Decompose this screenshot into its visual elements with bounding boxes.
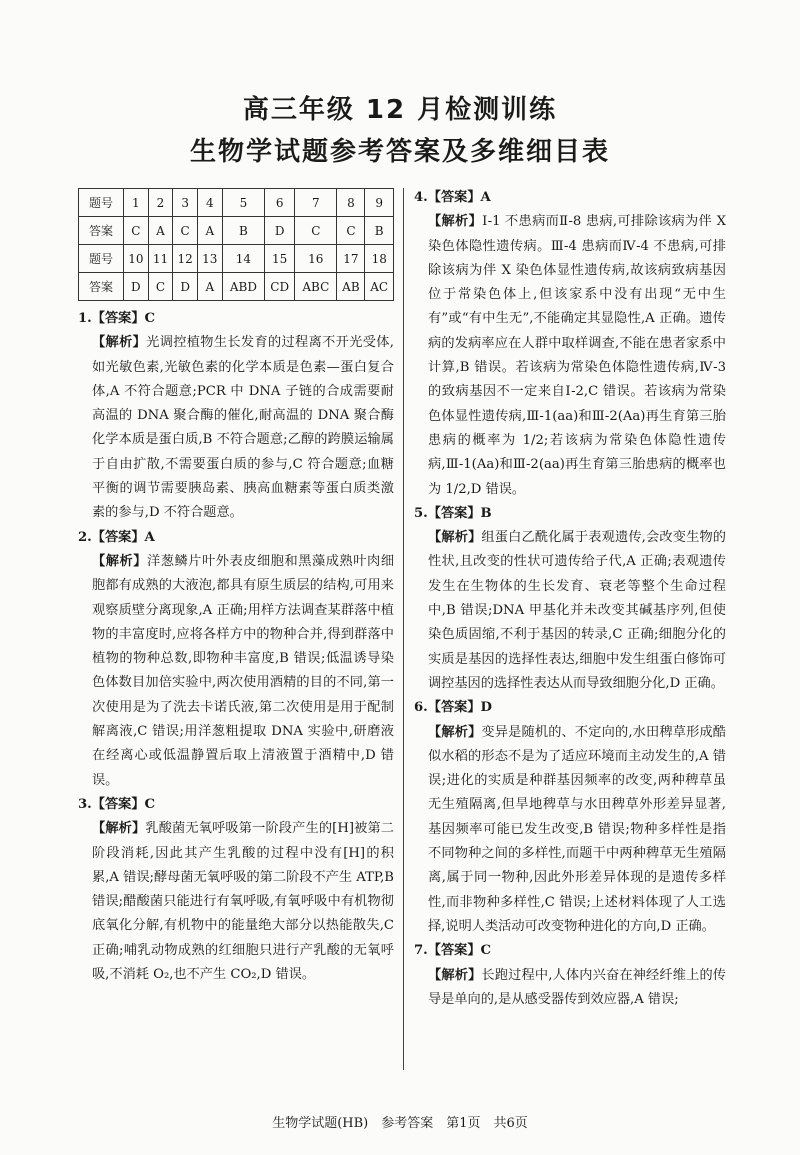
page-footer: 生物学试题(HB) 参考答案 第1页 共6页: [272, 1116, 528, 1131]
answer-value: C: [144, 311, 156, 326]
table-cell: CD: [265, 273, 295, 301]
question-number: 2.: [78, 529, 92, 545]
explanation-block: [78, 331, 394, 525]
question-item: [414, 696, 726, 939]
explanation-label: 【解析】: [92, 821, 146, 837]
right-question-list: [414, 186, 726, 1012]
answer-table: [78, 188, 394, 301]
table-cell: 13: [197, 245, 222, 273]
table-cell: D: [173, 273, 198, 301]
table-row: [79, 273, 394, 301]
page-title: 高三年级 12 月检测训练: [242, 95, 558, 125]
table-cell: 9: [365, 189, 394, 217]
answer-label: 【答案】: [427, 505, 481, 521]
answer-label: 【答案】: [91, 311, 145, 326]
question-item: [414, 186, 726, 502]
table-cell: A: [197, 217, 222, 245]
explanation-block: [78, 550, 394, 793]
table-cell: ABD: [222, 273, 265, 301]
table-cell: C: [337, 217, 365, 245]
table-cell: 11: [148, 245, 173, 273]
table-cell: D: [265, 217, 295, 245]
table-row: [79, 217, 394, 245]
table-cell: 12: [173, 245, 198, 273]
table-cell: ABC: [295, 273, 337, 301]
answer-label: 【答案】: [427, 190, 481, 205]
table-cell: 14: [222, 245, 265, 273]
question-number: 3.: [78, 796, 92, 812]
explanation-label: 【解析】: [428, 724, 482, 740]
answer-label: 【答案】: [427, 943, 481, 959]
question-number: 1.: [78, 311, 92, 326]
table-row: [79, 245, 394, 273]
table-cell: 10: [124, 245, 149, 273]
table-cell: 18: [365, 245, 394, 273]
explanation-label: 【解析】: [428, 530, 482, 546]
table-cell: AC: [365, 273, 394, 301]
answer-value: D: [480, 700, 492, 716]
question-item: [414, 939, 726, 1012]
explanation-block: [414, 210, 726, 502]
answer-value: A: [144, 529, 155, 545]
table-cell: 15: [265, 245, 295, 273]
question-answer-line: [78, 526, 394, 550]
table-cell: 2: [148, 189, 173, 217]
question-number: 7.: [414, 943, 428, 959]
explanation-text: Ⅰ-1 不患病而Ⅱ-8 患病,可排除该病为伴 X 染色体隐性遗传病。Ⅲ-4 患病而Ⅳ-4 不患病,可排除该病为伴 X 染色体显性遗传病,故该病致病基因位于常染色体上,但该家系中没有出现“无中生有”或“有中生无”,不能确定其显隐性,A 正确。遗传病的发病率应在人群中取样调查,不能在患者家系中计算,B 错误。若该病为常染色体隐性遗传病,Ⅳ-3 的致病基因不一定来自Ⅰ-2,C 错误。若该病为常染色体显性遗传病,Ⅲ-1(aa)和Ⅲ-2(Aa)再生育第三胎患病的概率为 1/2;若该病为常染色体隐性遗传病,Ⅲ-1(Aa)和Ⅲ-2(aa)再生育第三胎患病的概率也为 1/2,D 错误。: [428, 214, 726, 497]
answer-value: B: [480, 505, 492, 521]
question-answer-line: [78, 793, 394, 817]
explanation-label: 【解析】: [428, 967, 482, 983]
table-cell: 7: [295, 189, 337, 217]
table-cell: 6: [265, 189, 295, 217]
table-cell: 16: [295, 245, 337, 273]
left-column: [78, 188, 394, 987]
explanation-text: 光调控植物生长发育的过程离不开光受体,如光敏色素,光敏色素的化学本质是色素—蛋白复合体,A 不符合题意;PCR 中 DNA 子链的合成需要耐高温的 DNA 聚合酶的催化,耐高温的 DNA 聚合酶化学本质是蛋白质,B 不符合题意;乙醇的跨膜运输属于自由扩散,不需要蛋白质的参与,C 符合题意;血糖平衡的调节需要胰岛素、胰高血糖素等蛋白质类激素的参与,D 不符合题意。: [92, 335, 394, 521]
table-cell: A: [148, 217, 173, 245]
explanation-text: 洋葱鳞片叶外表皮细胞和黑藻成熟叶肉细胞都有成熟的大液泡,都具有原生质层的结构,可用来观察质壁分离现象,A 正确;用样方法调查某群落中植物的丰富度时,应将各样方中的物种合并,得到群落中植物的物种总数,即物种丰富度,B 错误;低温诱导染色体数目加倍实验中,两次使用酒精的目的不同,第一次使用是为了洗去卡诺氏液,第二次使用是用于配制解离液,C 错误;用洋葱粗提取 DNA 实验中,研磨液在经离心或低温静置后取上清液置于酒精中,D 错误。: [92, 553, 395, 788]
page-subtitle: 生物学试题参考答案及多维细目表: [189, 137, 610, 167]
table-cell: 1: [124, 189, 149, 217]
table-cell: A: [197, 273, 222, 301]
table-cell: B: [222, 217, 265, 245]
question-number: 6.: [414, 700, 428, 716]
table-cell: 3: [173, 189, 198, 217]
table-row-header: 答案: [79, 273, 124, 301]
explanation-text: 组蛋白乙酰化属于表观遗传,会改变生物的性状,且改变的性状可遗传给子代,A 正确;表观遗传发生在生物体的生长发育、衰老等整个生命过程中,B 错误;DNA 甲基化并未改变其碱基序列,但使染色质固缩,不利于基因的转录,C 正确;细胞分化的实质是基因的选择性表达,细胞中发生组蛋白修饰可调控基因的选择性表达从而导致细胞分化,D 正确。: [428, 530, 726, 691]
right-column: [414, 186, 726, 1012]
table-cell: C: [148, 273, 173, 301]
table-cell: C: [173, 217, 198, 245]
question-item: [414, 502, 726, 696]
explanation-block: [414, 964, 726, 1013]
explanation-block: [414, 526, 726, 696]
table-row-header: 题号: [79, 245, 124, 273]
question-answer-line: [414, 502, 726, 526]
table-cell: AB: [337, 273, 365, 301]
table-cell: 17: [337, 245, 365, 273]
column-divider: [403, 188, 404, 1070]
answer-value: A: [480, 190, 491, 205]
question-item: [78, 526, 394, 793]
answer-label: 【答案】: [91, 796, 145, 812]
question-answer-line: [414, 939, 726, 963]
table-cell: C: [124, 217, 149, 245]
explanation-label: 【解析】: [428, 214, 483, 230]
question-number: 4.: [414, 190, 428, 205]
explanation-block: [78, 817, 394, 987]
explanation-label: 【解析】: [92, 335, 147, 351]
question-answer-line: [414, 696, 726, 720]
explanation-text: 乳酸菌无氧呼吸第一阶段产生的[H]被第二阶段消耗,因此其产生乳酸的过程中没有[H]的积累,A 错误;酵母菌无氧呼吸的第二阶段不产生 ATP,B 错误;醋酸菌只能进行有氧呼吸,有氧呼吸中有机物彻底氧化分解,有机物中的能量绝大部分以热能散失,C 正确;哺乳动物成熟的红细胞只进行产乳酸的无氧呼吸,不消耗 O₂,也不产生 CO₂,D 错误。: [92, 821, 394, 983]
table-cell: 8: [337, 189, 365, 217]
table-row: [79, 189, 394, 217]
table-cell: 4: [197, 189, 222, 217]
left-question-list: [78, 307, 394, 987]
explanation-block: [414, 721, 726, 940]
question-item: [78, 793, 394, 987]
table-cell: 5: [222, 189, 265, 217]
question-number: 5.: [414, 505, 428, 521]
question-answer-line: [414, 186, 726, 210]
answer-label: 【答案】: [91, 529, 145, 545]
answer-value: C: [144, 796, 156, 812]
table-cell: D: [124, 273, 149, 301]
explanation-text: 变异是随机的、不定向的,水田稗草形成酷似水稻的形态不是为了适应环境而主动发生的,A 错误;进化的实质是种群基因频率的改变,两种稗草虽无生殖隔离,但旱地稗草与水田稗草外形差异显著,基因频率可能已发生改变,B 错误;物种多样性是指不同物种之间的多样性,而题干中两种稗草无生殖隔离,属于同一物种,因此外形差异体现的是遗传多样性,而非物种多样性,C 错误;上述材料体现了人工选择,说明人类活动可改变物种进化的方向,D 正确。: [428, 724, 726, 934]
question-answer-line: [78, 307, 394, 331]
table-row-header: 题号: [79, 189, 124, 217]
table-cell: B: [365, 217, 394, 245]
page-header: [0, 92, 800, 170]
explanation-label: 【解析】: [92, 553, 148, 569]
question-item: [78, 307, 394, 526]
answer-label: 【答案】: [427, 700, 481, 716]
explanation-text: 长跑过程中,人体内兴奋在神经纤维上的传导是单向的,是从感受器传到效应器,A 错误;: [428, 967, 726, 1007]
answer-value: C: [480, 943, 492, 959]
table-cell: C: [295, 217, 337, 245]
table-row-header: 答案: [79, 217, 124, 245]
